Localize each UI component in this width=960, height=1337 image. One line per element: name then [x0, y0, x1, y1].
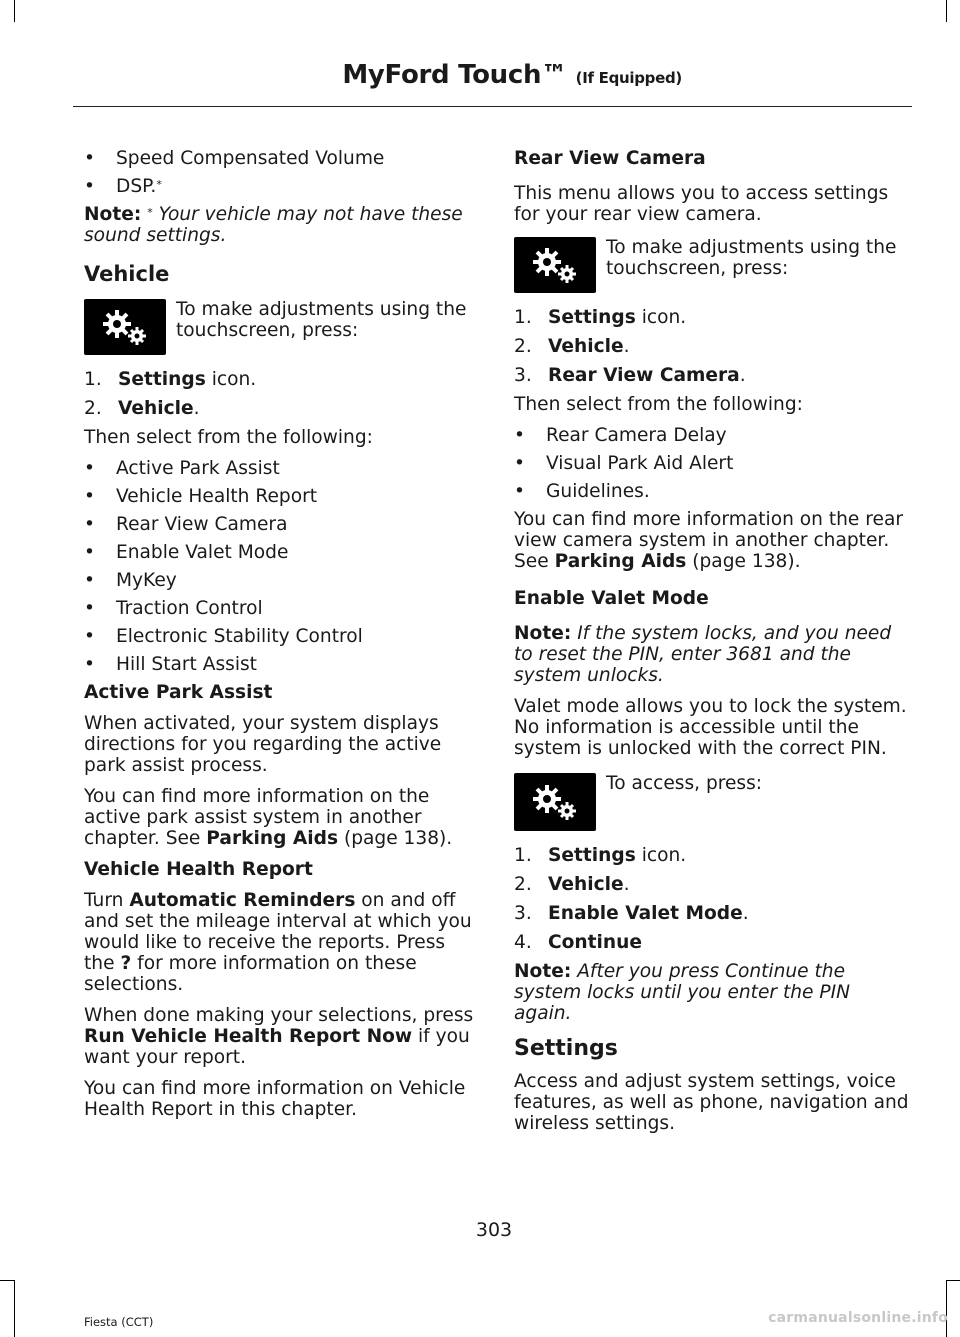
list-item: • Hill Start Assist — [84, 654, 476, 675]
select-text: Then select from the following: — [84, 427, 373, 448]
page-header — [342, 60, 682, 90]
list-item: • Guidelines. — [514, 481, 910, 502]
paragraph: Access and adjust system settings, voice features, as well as phone, navigation and wireless settings. — [514, 1071, 909, 1134]
header-title: MyFord Touch™ — [342, 60, 567, 90]
paragraph: This menu allows you to access settings for your rear view camera. — [514, 183, 889, 225]
note-text: Your vehicle may not have these sound settings. — [84, 204, 463, 246]
list-item: • Electronic Stability Control — [84, 626, 476, 647]
step-item: 1. Settings icon. — [514, 845, 687, 866]
select-text: Then select from the following: — [514, 394, 803, 415]
page-number: 303 — [475, 1219, 513, 1241]
footer-model: Fiesta (CCT) — [84, 1315, 154, 1329]
crop-mark — [946, 1280, 960, 1281]
paragraph: Turn Automatic Reminders on and off and set the mileage interval at which you would like to receive the reports. Press the ? for more information on these selections. — [84, 890, 472, 995]
paragraph: You can find more information on the active park assist system in another chapter. See Parking Aids (page 138). — [84, 786, 453, 849]
list-item: • Rear View Camera — [84, 514, 476, 535]
vehicle-options-list — [84, 458, 476, 675]
step-item: 4. Continue — [514, 932, 643, 953]
crop-mark — [946, 0, 947, 22]
settings-gear-icon — [514, 773, 596, 831]
crop-mark — [14, 0, 15, 22]
crop-mark — [0, 1280, 15, 1281]
crop-mark — [946, 1280, 947, 1337]
settings-instruction — [514, 237, 910, 293]
valet-steps — [514, 845, 910, 953]
note: Note: After you press Continue the system locks until you enter the PIN again. — [514, 961, 850, 1024]
list-item: • Visual Park Aid Alert — [514, 453, 910, 474]
note — [84, 204, 476, 246]
settings-gear-icon — [84, 299, 166, 355]
paragraph: Valet mode allows you to lock the system. No information is accessible until the system is unlocked with the correct PIN. — [514, 696, 907, 759]
header-divider — [73, 106, 912, 107]
header-subtitle: (If Equipped) — [575, 69, 682, 87]
section-heading-rear-camera: Rear View Camera — [514, 148, 706, 169]
step-item: 2. Vehicle. — [84, 398, 200, 419]
section-heading-active-park: Active Park Assist — [84, 682, 273, 703]
settings-instruction — [84, 299, 476, 355]
instruction-text: To make adjustments using the touchscreen, press: — [606, 237, 897, 279]
section-heading-settings: Settings — [514, 1036, 618, 1061]
instruction-text: To access, press: — [606, 773, 763, 794]
crop-mark — [14, 1280, 15, 1337]
list-item: • Vehicle Health Report — [84, 486, 476, 507]
step-item: 2. Vehicle. — [514, 336, 630, 357]
section-heading-vehicle: Vehicle — [84, 262, 170, 286]
step-item: 3. Rear View Camera. — [514, 365, 746, 386]
camera-options-list — [514, 425, 910, 502]
note: Note: If the system locks, and you need to reset the PIN, enter 3681 and the system unlocks. — [514, 623, 892, 686]
section-heading-health-report: Vehicle Health Report — [84, 859, 313, 880]
footnote-marker: * — [156, 178, 162, 191]
vehicle-steps — [84, 369, 476, 419]
list-item: • Enable Valet Mode — [84, 542, 476, 563]
list-item: • Rear Camera Delay — [514, 425, 910, 446]
list-item: • Speed Compensated Volume — [84, 148, 476, 169]
list-item: • Active Park Assist — [84, 458, 476, 479]
sound-settings-list — [84, 148, 476, 197]
step-item: 3. Enable Valet Mode. — [514, 903, 749, 924]
step-item: 1. Settings icon. — [84, 369, 257, 390]
camera-steps — [514, 307, 910, 386]
settings-instruction — [514, 773, 910, 831]
note-label: Note: — [84, 204, 142, 225]
settings-gear-icon — [514, 237, 596, 293]
step-item: 2. Vehicle. — [514, 874, 630, 895]
section-heading-valet: Enable Valet Mode — [514, 588, 709, 609]
footnote-marker: * — [147, 206, 153, 219]
right-column — [514, 148, 910, 1144]
paragraph: When activated, your system displays directions for you regarding the active park assist process. — [84, 713, 442, 776]
step-item: 1. Settings icon. — [514, 307, 687, 328]
list-item: • MyKey — [84, 570, 476, 591]
list-item: • DSP.* — [84, 176, 476, 197]
list-item: • Traction Control — [84, 598, 476, 619]
paragraph: You can find more information on Vehicle Health Report in this chapter. — [84, 1078, 466, 1120]
watermark: carmanualsonline.info — [768, 1310, 948, 1326]
paragraph: When done making your selections, press Run Vehicle Health Report Now if you want your report. — [84, 1005, 474, 1068]
paragraph: You can find more information on the rear view camera system in another chapter. See Parking Aids (page 138). — [514, 509, 903, 572]
left-column — [84, 148, 476, 1130]
instruction-text: To make adjustments using the touchscreen, press: — [176, 299, 467, 341]
